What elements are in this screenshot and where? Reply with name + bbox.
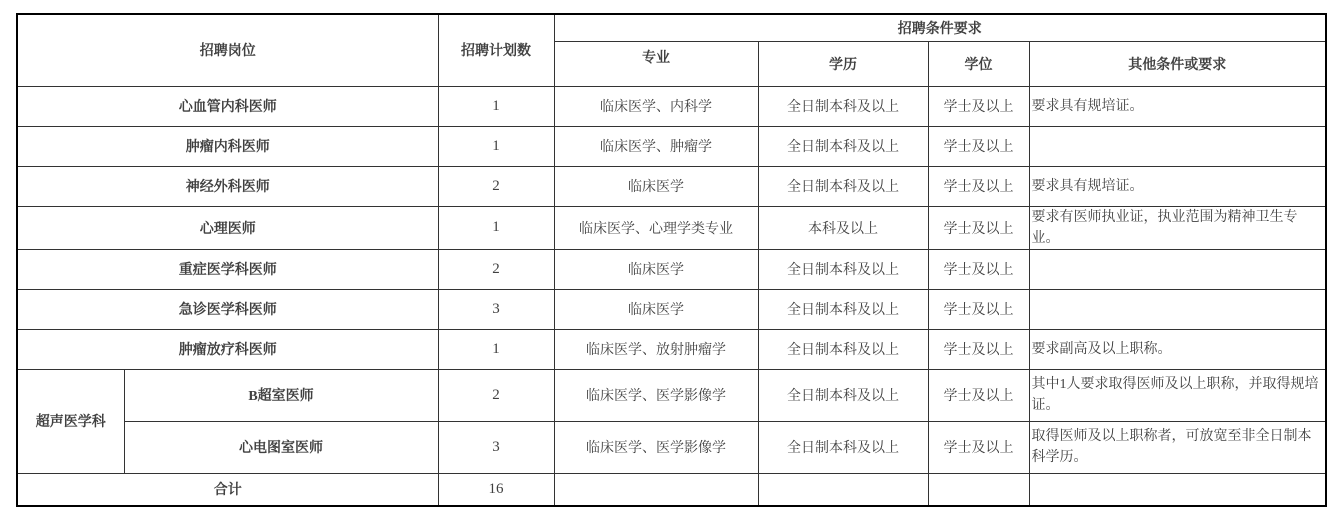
education-cell: 全日制本科及以上 bbox=[758, 421, 928, 473]
major-cell: 临床医学 bbox=[554, 166, 758, 206]
table-row bbox=[17, 369, 1326, 421]
degree-cell: 学士及以上 bbox=[928, 166, 1029, 206]
table-row bbox=[17, 289, 1326, 329]
count-cell: 1 bbox=[438, 329, 554, 369]
empty-major-cell bbox=[554, 473, 758, 506]
other-cell: 取得医师及以上职称者，可放宽至非全日制本科学历。 bbox=[1029, 421, 1326, 473]
degree-cell: 学士及以上 bbox=[928, 206, 1029, 249]
position-cell: 肿瘤内科医师 bbox=[17, 126, 438, 166]
degree-cell: 学士及以上 bbox=[928, 126, 1029, 166]
count-cell: 2 bbox=[438, 369, 554, 421]
empty-degree-cell bbox=[928, 473, 1029, 506]
position-cell: 急诊医学科医师 bbox=[17, 289, 438, 329]
table-row bbox=[17, 166, 1326, 206]
major-cell: 临床医学 bbox=[554, 249, 758, 289]
other-cell: 要求具有规培证。 bbox=[1029, 166, 1326, 206]
major-cell: 临床医学、放射肿瘤学 bbox=[554, 329, 758, 369]
empty-other-cell bbox=[1029, 473, 1326, 506]
count-cell: 1 bbox=[438, 206, 554, 249]
other-cell bbox=[1029, 126, 1326, 166]
education-cell: 全日制本科及以上 bbox=[758, 126, 928, 166]
degree-cell: 学士及以上 bbox=[928, 289, 1029, 329]
table-row bbox=[17, 126, 1326, 166]
header-plan-count: 招聘计划数 bbox=[438, 14, 554, 86]
major-cell: 临床医学、内科学 bbox=[554, 86, 758, 126]
header-degree: 学位 bbox=[928, 41, 1029, 86]
recruitment-positions-table bbox=[16, 13, 1327, 507]
education-cell: 全日制本科及以上 bbox=[758, 166, 928, 206]
position-cell: 神经外科医师 bbox=[17, 166, 438, 206]
table-row bbox=[17, 249, 1326, 289]
position-cell: 心理医师 bbox=[17, 206, 438, 249]
other-cell: 要求副高及以上职称。 bbox=[1029, 329, 1326, 369]
total-row bbox=[17, 473, 1326, 506]
position-cell: B超室医师 bbox=[124, 369, 438, 421]
header-other: 其他条件或要求 bbox=[1029, 41, 1326, 86]
count-cell: 1 bbox=[438, 126, 554, 166]
education-cell: 全日制本科及以上 bbox=[758, 369, 928, 421]
education-cell: 全日制本科及以上 bbox=[758, 329, 928, 369]
education-cell: 全日制本科及以上 bbox=[758, 249, 928, 289]
table-row bbox=[17, 86, 1326, 126]
header-major: 专业 bbox=[554, 41, 758, 86]
position-cell: 肿瘤放疗科医师 bbox=[17, 329, 438, 369]
department-group-cell: 超声医学科 bbox=[17, 369, 124, 473]
other-cell bbox=[1029, 289, 1326, 329]
degree-cell: 学士及以上 bbox=[928, 86, 1029, 126]
empty-education-cell bbox=[758, 473, 928, 506]
count-cell: 3 bbox=[438, 289, 554, 329]
other-cell: 要求具有规培证。 bbox=[1029, 86, 1326, 126]
degree-cell: 学士及以上 bbox=[928, 249, 1029, 289]
position-cell: 心血管内科医师 bbox=[17, 86, 438, 126]
degree-cell: 学士及以上 bbox=[928, 329, 1029, 369]
count-cell: 1 bbox=[438, 86, 554, 126]
count-cell: 2 bbox=[438, 166, 554, 206]
major-cell: 临床医学、肿瘤学 bbox=[554, 126, 758, 166]
other-cell: 要求有医师执业证，执业范围为精神卫生专业。 bbox=[1029, 206, 1326, 249]
major-cell: 临床医学 bbox=[554, 289, 758, 329]
major-cell: 临床医学、医学影像学 bbox=[554, 421, 758, 473]
header-education: 学历 bbox=[758, 41, 928, 86]
total-count-cell: 16 bbox=[438, 473, 554, 506]
major-cell: 临床医学、心理学类专业 bbox=[554, 206, 758, 249]
table-row bbox=[17, 421, 1326, 473]
table-row bbox=[17, 329, 1326, 369]
other-cell bbox=[1029, 249, 1326, 289]
table-row bbox=[17, 206, 1326, 249]
total-label-cell: 合计 bbox=[17, 473, 438, 506]
count-cell: 2 bbox=[438, 249, 554, 289]
major-cell: 临床医学、医学影像学 bbox=[554, 369, 758, 421]
education-cell: 全日制本科及以上 bbox=[758, 289, 928, 329]
position-cell: 心电图室医师 bbox=[124, 421, 438, 473]
degree-cell: 学士及以上 bbox=[928, 369, 1029, 421]
position-cell: 重症医学科医师 bbox=[17, 249, 438, 289]
header-conditions: 招聘条件要求 bbox=[554, 14, 1326, 41]
education-cell: 本科及以上 bbox=[758, 206, 928, 249]
other-cell: 其中1人要求取得医师及以上职称，并取得规培证。 bbox=[1029, 369, 1326, 421]
header-position: 招聘岗位 bbox=[17, 14, 438, 86]
degree-cell: 学士及以上 bbox=[928, 421, 1029, 473]
count-cell: 3 bbox=[438, 421, 554, 473]
education-cell: 全日制本科及以上 bbox=[758, 86, 928, 126]
